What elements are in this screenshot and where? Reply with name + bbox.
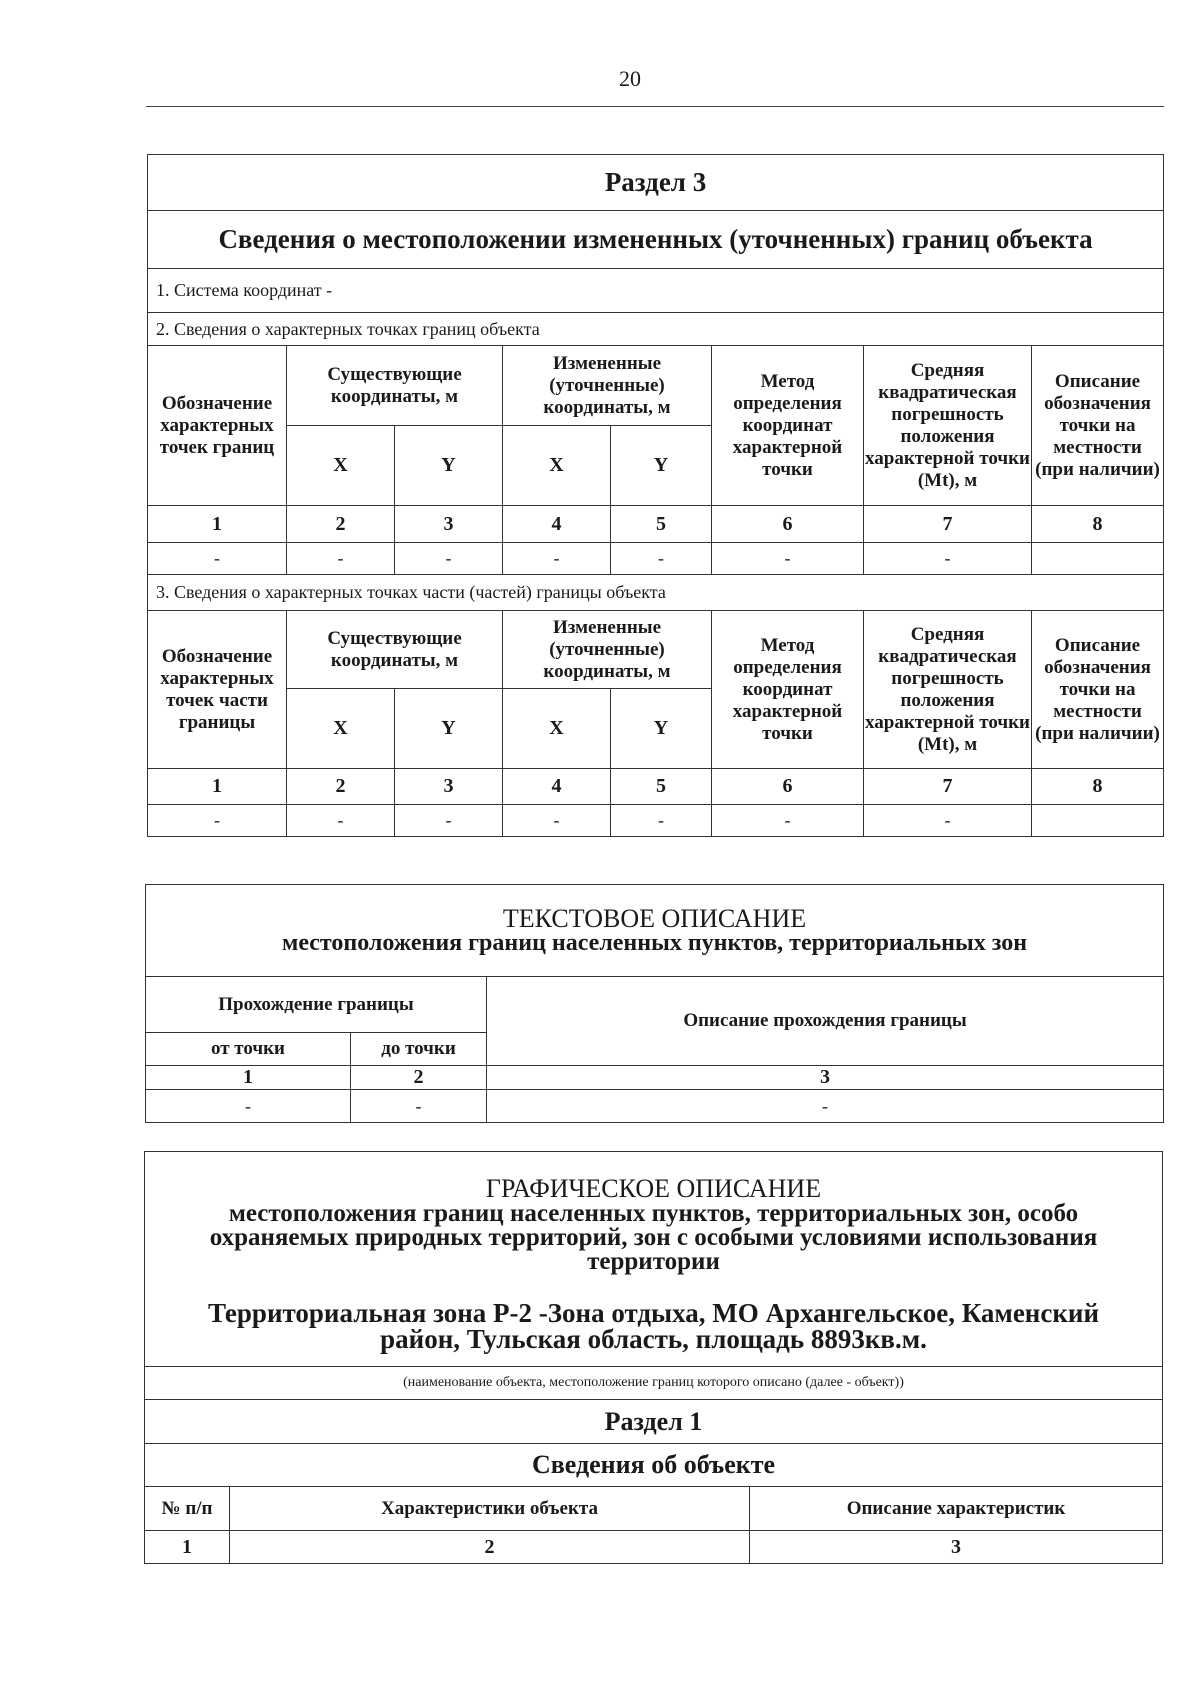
section3-subtitle: Сведения о местоположении измененных (уточненных) границ объекта: [148, 211, 1164, 269]
cell: -: [503, 543, 611, 575]
col-num: 4: [503, 506, 611, 543]
header-designation: Обозначение характерных точек границ: [148, 346, 287, 506]
parts-label: 3. Сведения о характерных точках части (частей) границы объекта: [148, 575, 1164, 611]
header-characteristics-description: Описание характеристик: [750, 1487, 1163, 1531]
col-num: 6: [712, 506, 864, 543]
object-name-note: (наименование объекта, местоположение границ которого описано (далее - объект)): [145, 1367, 1163, 1400]
cell: -: [287, 805, 395, 837]
header-method: Метод определения координат характерной точки: [712, 611, 864, 769]
text-description-title: ТЕКСТОВОЕ ОПИСАНИЕ: [502, 903, 807, 933]
cell: -: [864, 543, 1032, 575]
col-num: 2: [230, 1531, 750, 1564]
column-numbers-row: [148, 769, 1164, 805]
col-num: 3: [750, 1531, 1163, 1564]
section3-table: [147, 154, 1164, 837]
col-num: 5: [611, 769, 712, 805]
table-row: [146, 1090, 1164, 1123]
header-error: Средняя квадратическая погрешность положения характерной точки (Mt), м: [864, 346, 1032, 506]
header-passage: Прохождение границы: [146, 977, 487, 1033]
col-num: 1: [148, 506, 287, 543]
text-description-heading: [146, 885, 1164, 977]
col-num: 5: [611, 506, 712, 543]
section1-subtitle: Сведения об объекте: [145, 1444, 1163, 1487]
header-divider: [146, 106, 1164, 107]
header-characteristics: Характеристики объекта: [230, 1487, 750, 1531]
cell: -: [287, 543, 395, 575]
col-num: 2: [351, 1066, 487, 1090]
cell: -: [864, 805, 1032, 837]
section1-title: Раздел 1: [145, 1400, 1163, 1444]
header-x: X: [287, 426, 395, 506]
header-designation: Обозначение характерных точек части границы: [148, 611, 287, 769]
cell: -: [712, 805, 864, 837]
column-numbers-row: [148, 506, 1164, 543]
object-name-line-1: Территориальная зона Р-2 -Зона отдыха, МО Архангельское, Каменский: [207, 1298, 1100, 1328]
cell: -: [351, 1090, 487, 1123]
coord-system-label: 1. Система координат -: [148, 269, 1164, 313]
header-x: X: [287, 689, 395, 769]
col-num: 4: [503, 769, 611, 805]
col-num: 7: [864, 506, 1032, 543]
header-error: Средняя квадратическая погрешность положения характерной точки (Mt), м: [864, 611, 1032, 769]
header-passage-description: Описание прохождения границы: [487, 977, 1164, 1066]
cell: -: [611, 543, 712, 575]
col-num: 1: [148, 769, 287, 805]
col-num: 3: [395, 506, 503, 543]
text-description-subtitle: местоположения границ населенных пунктов, территориальных зон: [281, 929, 1028, 956]
cell: -: [503, 805, 611, 837]
col-num: 8: [1032, 769, 1164, 805]
points-label: 2. Сведения о характерных точках границ объекта: [148, 313, 1164, 346]
page-number: 20: [619, 66, 641, 91]
header-changed: Измененные (уточненные) координаты, м: [503, 611, 712, 689]
cell: -: [487, 1090, 1164, 1123]
cell: -: [712, 543, 864, 575]
cell: -: [146, 1090, 351, 1123]
cell: -: [395, 805, 503, 837]
graphic-description-title: ГРАФИЧЕСКОЕ ОПИСАНИЕ: [485, 1174, 822, 1203]
col-num: 8: [1032, 506, 1164, 543]
section3-title: Раздел 3: [148, 155, 1164, 211]
cell: [1032, 805, 1164, 837]
column-numbers-row: [146, 1066, 1164, 1090]
graphic-description-subtitle-3: территории: [587, 1248, 720, 1275]
graphic-description-subtitle-2: охраняемых природных территорий, зон с особыми условиями использования: [209, 1224, 1098, 1251]
col-num: 3: [487, 1066, 1164, 1090]
header-to-point: до точки: [351, 1033, 487, 1066]
col-num: 3: [395, 769, 503, 805]
header-x: X: [503, 426, 611, 506]
cell: -: [148, 805, 287, 837]
graphic-description-subtitle-1: местоположения границ населенных пунктов, территориальных зон, особо: [228, 1200, 1079, 1227]
header-changed: Измененные (уточненные) координаты, м: [503, 346, 712, 426]
header-y: Y: [611, 426, 712, 506]
col-num: 2: [287, 506, 395, 543]
header-from-point: от точки: [146, 1033, 351, 1066]
header-existing: Существующие координаты, м: [287, 611, 503, 689]
cell: -: [395, 543, 503, 575]
graphic-description-table: [144, 1151, 1163, 1564]
table-row: [148, 805, 1164, 837]
graphic-description-heading: [145, 1152, 1163, 1367]
col-num: 1: [145, 1531, 230, 1564]
column-numbers-row: [145, 1531, 1163, 1564]
cell: -: [148, 543, 287, 575]
header-description: Описание обозначения точки на местности (при наличии): [1032, 346, 1164, 506]
table-row: [148, 543, 1164, 575]
header-y: Y: [395, 689, 503, 769]
header-y: Y: [395, 426, 503, 506]
text-description-table: [145, 884, 1164, 1123]
header-y: Y: [611, 689, 712, 769]
header-existing: Существующие координаты, м: [287, 346, 503, 426]
col-num: 7: [864, 769, 1032, 805]
object-name-line-2: район, Тульская область, площадь 8893кв.м.: [380, 1324, 927, 1354]
col-num: 1: [146, 1066, 351, 1090]
col-num: 6: [712, 769, 864, 805]
header-number: № п/п: [145, 1487, 230, 1531]
header-method: Метод определения координат характерной точки: [712, 346, 864, 506]
cell: -: [611, 805, 712, 837]
col-num: 2: [287, 769, 395, 805]
header-description: Описание обозначения точки на местности (при наличии): [1032, 611, 1164, 769]
cell: [1032, 543, 1164, 575]
header-x: X: [503, 689, 611, 769]
